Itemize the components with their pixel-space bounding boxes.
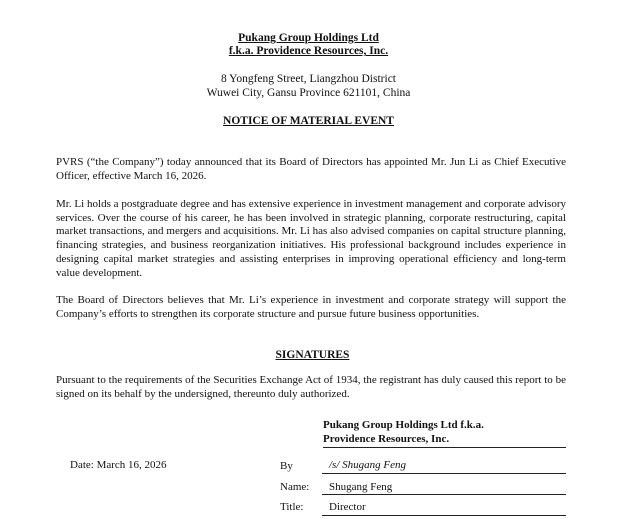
signatory-company <box>323 419 566 448</box>
name-label: Name: <box>280 481 310 493</box>
company-name: Pukang Group Holdings Ltd <box>238 32 379 44</box>
signatures-heading: SIGNATURES <box>275 349 350 361</box>
signatures-intro: Pursuant to the requirements of the Securities Exchange Act of 1934, the registrant has duly caused this report to be signed on its behalf by the undersigned, thereunto duly authorized. <box>56 374 566 400</box>
by-signature: /s/ Shugang Feng <box>329 459 406 471</box>
title-label: Title: <box>280 501 304 513</box>
by-line <box>322 473 566 474</box>
paragraph-biography: Mr. Li holds a postgraduate degree and has extensive experience in investment management and corporate advisory services. Over the course of his career, he has been involved in strategic planning, corporate restructuring, capital market transactions, and mergers and acquisitions. Mr. Li has also advised companies on capital structure planning, financing strategies, and business reorganization initiatives. His professional background includes experience in designing capital market strategies and assisting enterprises in improving operational efficiency and long-term value development. <box>56 198 566 279</box>
by-label: By <box>280 460 293 472</box>
paragraph-appointment: PVRS (“the Company”) today announced that its Board of Directors has appointed Mr. Jun Li as Chief Executive Officer, effective March 16, 2026. <box>56 156 566 182</box>
name-line <box>322 494 566 495</box>
notice-title: NOTICE OF MATERIAL EVENT <box>223 115 394 127</box>
former-name: f.k.a. Providence Resources, Inc. <box>228 45 389 57</box>
signatory-company-line-1: Pukang Group Holdings Ltd f.k.a. <box>323 419 484 431</box>
name-value: Shugang Feng <box>329 481 393 493</box>
paragraph-board-statement: The Board of Directors believes that Mr. Li’s experience in investment and corporate strategy will support the Company’s efforts to strengthen its corporate structure and pursue future business opportunities. <box>56 294 566 320</box>
title-line <box>322 515 566 516</box>
address-line-1: 8 Yongfeng Street, Liangzhou District <box>220 73 397 85</box>
title-value: Director <box>329 501 366 513</box>
signature-date: Date: March 16, 2026 <box>70 459 167 471</box>
address-line-2: Wuwei City, Gansu Province 621101, China <box>206 87 411 99</box>
signatory-company-line-2: Providence Resources, Inc. <box>323 432 450 445</box>
